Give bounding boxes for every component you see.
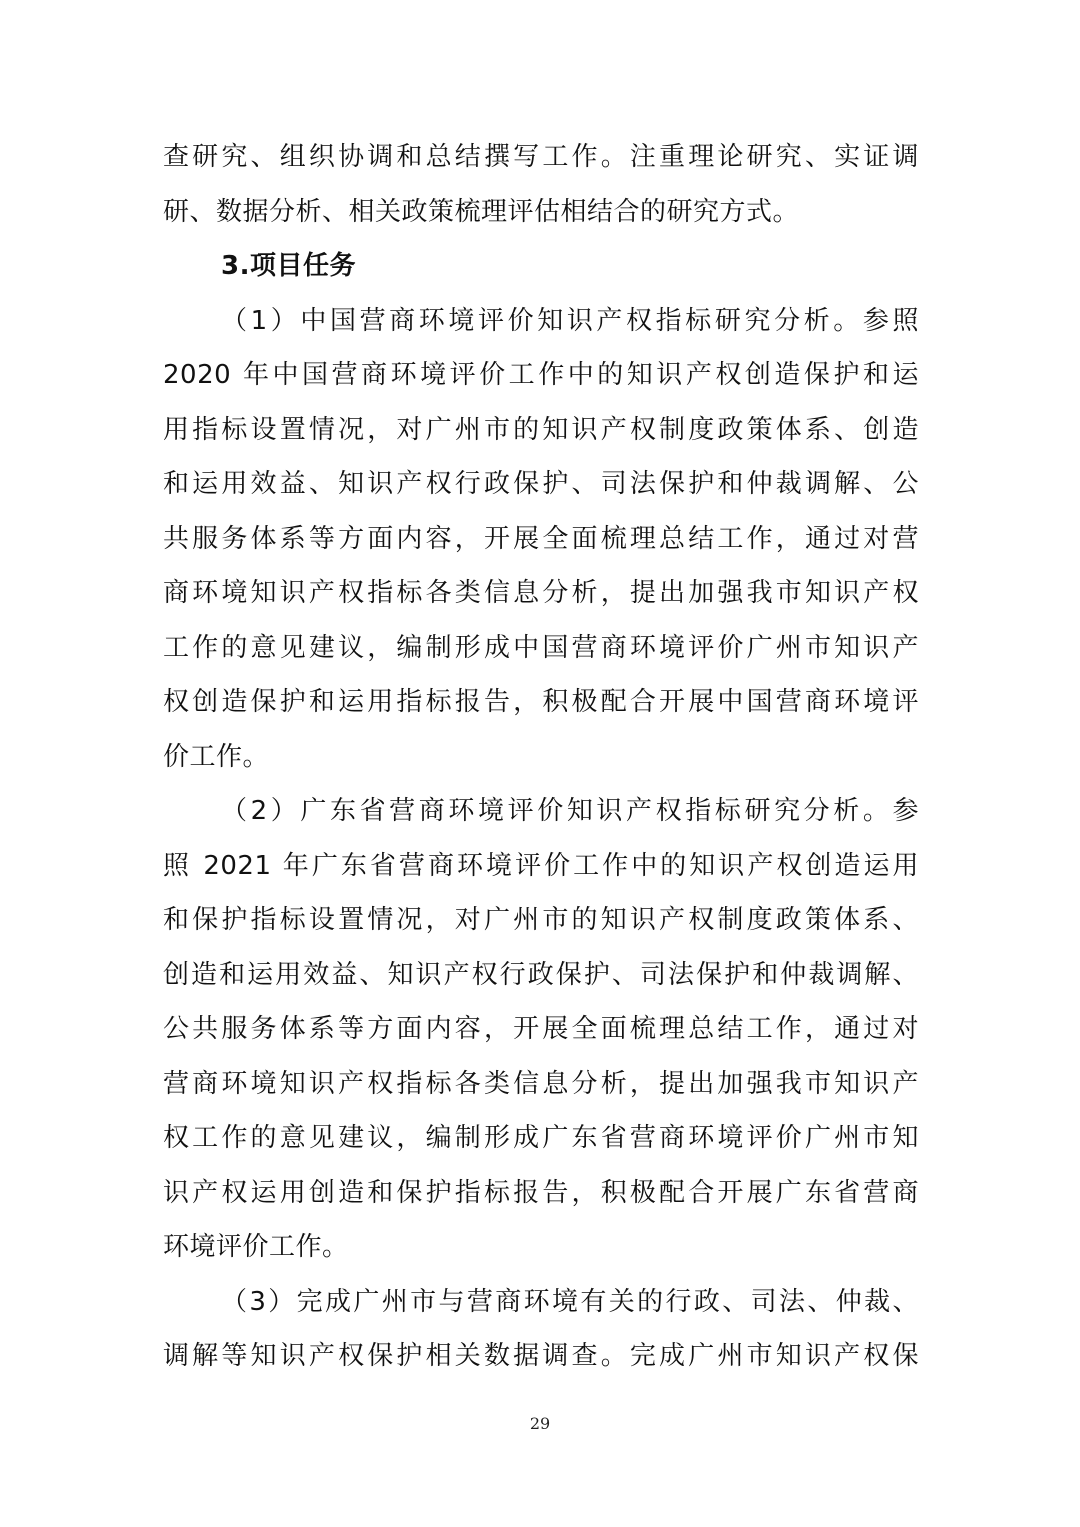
text-line: 权创造保护和运用指标报告，积极配合开展中国营商环境评: [163, 687, 919, 717]
text-line: （2）广东省营商环境评价知识产权指标研究分析。参: [221, 796, 919, 826]
text-line: 用指标设置情况，对广州市的知识产权制度政策体系、创造: [163, 414, 919, 445]
section-heading: 3.项目任务: [221, 251, 356, 281]
text-line: 商环境知识产权指标各类信息分析，提出加强我市知识产权: [163, 578, 919, 608]
text-line: 和保护指标设置情况，对广州市的知识产权制度政策体系、: [163, 905, 919, 935]
text-line: 调解等知识产权保护相关数据调查。完成广州市知识产权保: [163, 1341, 919, 1371]
text-line: 工作的意见建议，编制形成中国营商环境评价广州市知识产: [163, 632, 919, 663]
text-line: 公共服务体系等方面内容，开展全面梳理总结工作，通过对: [163, 1014, 919, 1044]
text-line: 照 2021 年广东省营商环境评价工作中的知识产权创造运用: [163, 850, 919, 881]
text-line: 查研究、组织协调和总结撰写工作。注重理论研究、实证调: [163, 142, 919, 172]
text-line: （3）完成广州市与营商环境有关的行政、司法、仲裁、: [221, 1286, 919, 1317]
text-line: 2020 年中国营商环境评价工作中的知识产权创造保护和运: [163, 360, 919, 390]
text-line: 识产权运用创造和保护指标报告，积极配合开展广东省营商: [163, 1177, 919, 1208]
text-line: 权工作的意见建议，编制形成广东省营商环境评价广州市知: [163, 1123, 919, 1153]
text-line: 营商环境知识产权指标各类信息分析，提出加强我市知识产: [163, 1068, 919, 1099]
text-line: 研、数据分析、相关政策梳理评估相结合的研究方式。: [163, 196, 800, 227]
page-number: 29: [529, 1414, 551, 1433]
text-line: 共服务体系等方面内容，开展全面梳理总结工作，通过对营: [163, 523, 919, 554]
text-line: 创造和运用效益、知识产权行政保护、司法保护和仲裁调解、: [163, 959, 919, 990]
text-line: 和运用效益、知识产权行政保护、司法保护和仲裁调解、公: [163, 469, 919, 499]
body-text: [163, 130, 919, 1384]
text-line: （1）中国营商环境评价知识产权指标研究分析。参照: [221, 305, 919, 336]
text-line: 价工作。: [163, 741, 270, 772]
text-line: 环境评价工作。: [163, 1232, 349, 1262]
